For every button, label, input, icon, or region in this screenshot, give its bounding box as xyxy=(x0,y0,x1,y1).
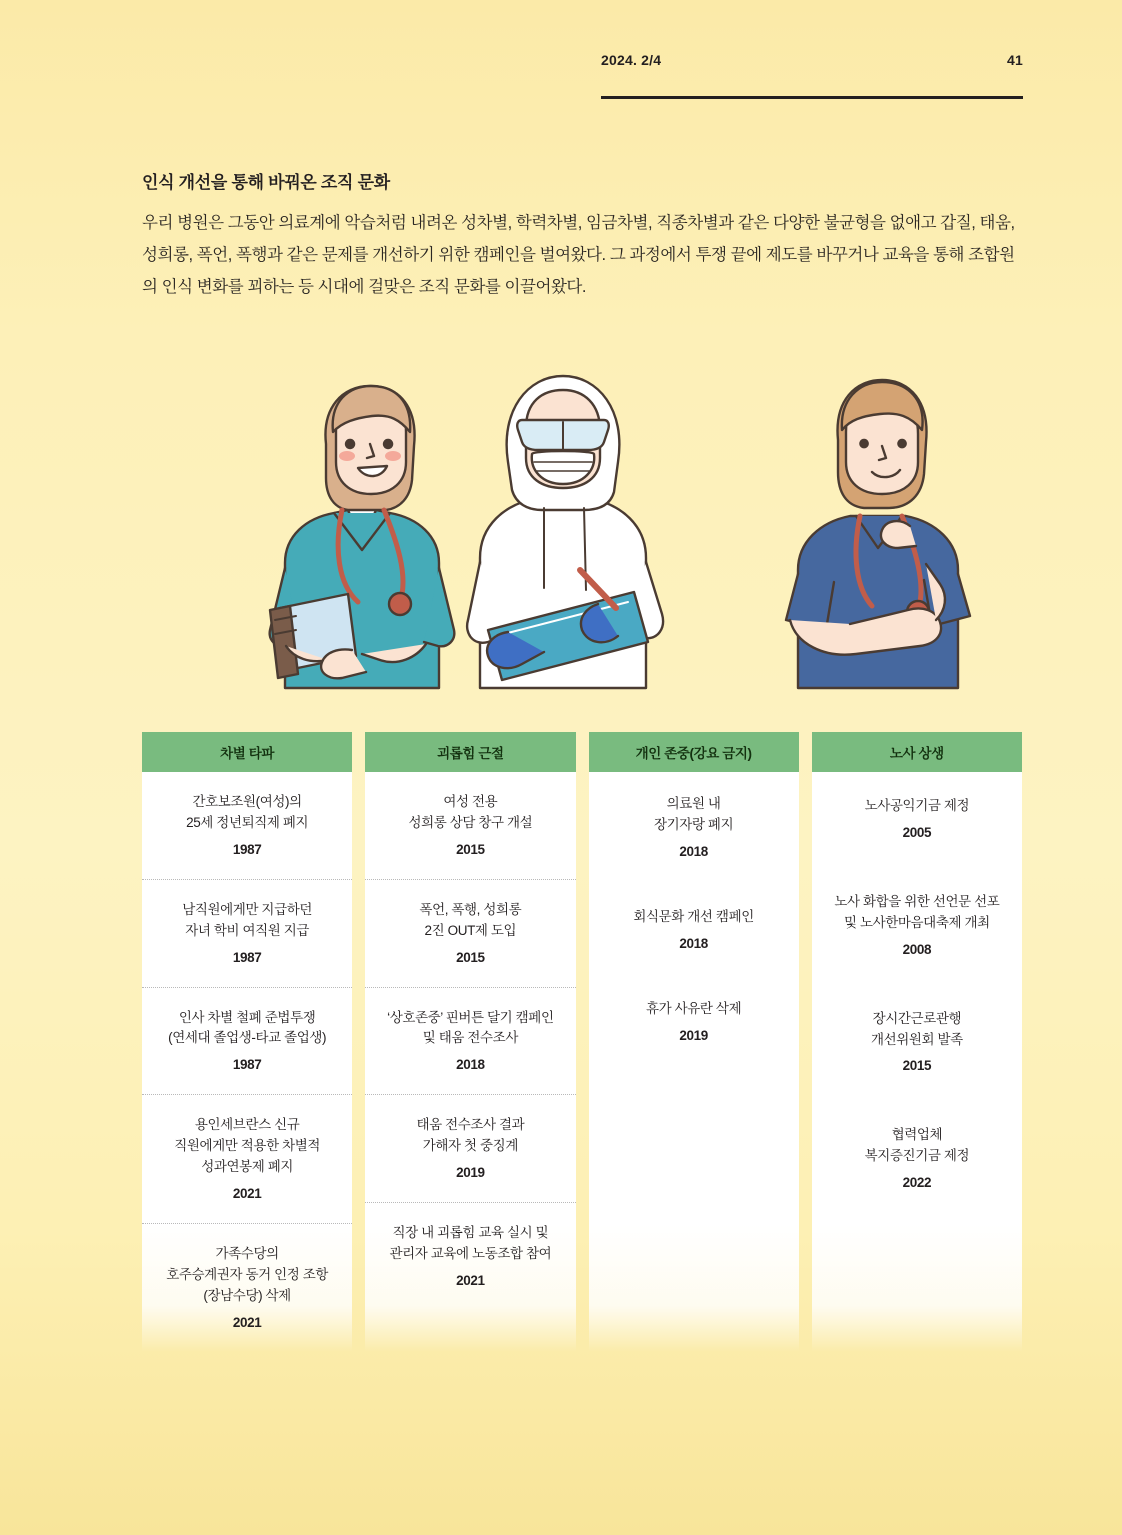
medical-staff-illustration xyxy=(230,358,990,738)
article-section xyxy=(142,168,1022,304)
cell-year: 2015 xyxy=(902,1058,932,1074)
page-number: 41 xyxy=(1007,52,1023,68)
column-header: 개인 존중(강요 금지) xyxy=(589,732,799,772)
cell-text: 회식문화 개선 캠페인 xyxy=(633,908,754,924)
cell-year: 2005 xyxy=(902,824,932,840)
cell-text: 폭언, 폭행, 성희롱 2진 OUT제 도입 xyxy=(419,901,522,938)
table-cell xyxy=(589,977,799,1069)
table-cell xyxy=(365,880,575,988)
cell-year: 2008 xyxy=(902,941,932,957)
cell-year: 2018 xyxy=(456,1057,485,1073)
cell-text: 인사 차별 철폐 준법투쟁 (연세대 졸업생-타교 졸업생) xyxy=(168,1009,327,1046)
cell-year: 2021 xyxy=(232,1314,262,1330)
cell-year: 2018 xyxy=(679,935,708,951)
table-cell xyxy=(589,772,799,885)
column-header: 차별 타파 xyxy=(142,732,352,772)
cell-text: 장시간근로관행 개선위원회 발족 xyxy=(870,1010,963,1047)
figure-doctor xyxy=(786,380,970,688)
table-cell xyxy=(142,772,352,880)
table-cell xyxy=(812,868,1022,985)
table-column-respect xyxy=(589,732,799,1352)
table-cell xyxy=(589,885,799,977)
table-cell xyxy=(365,1203,575,1310)
table-cell xyxy=(812,772,1022,868)
cell-text: 간호보조원(여성)의 25세 정년퇴직제 폐지 xyxy=(186,794,309,830)
header-divider xyxy=(601,96,1023,99)
cell-text: 의료원 내 장기자랑 폐지 xyxy=(654,796,734,832)
figure-ppe xyxy=(467,376,663,688)
cell-year: 2019 xyxy=(456,1165,485,1181)
cell-year: 1987 xyxy=(232,1057,262,1073)
table-cell xyxy=(142,880,352,988)
cell-year: 2021 xyxy=(232,1186,262,1202)
table-cell xyxy=(142,988,352,1096)
table-column-labor-management xyxy=(812,732,1022,1352)
cell-year: 1987 xyxy=(232,949,262,965)
table-cell xyxy=(365,1095,575,1203)
cell-year: 2021 xyxy=(456,1272,485,1288)
cell-text: 용인세브란스 신규 직원에게만 적용한 차별적 성과연봉제 폐지 xyxy=(174,1117,320,1175)
table-cell xyxy=(365,772,575,880)
cell-year: 2015 xyxy=(456,841,485,857)
cell-text: 협력업체 복지증진기금 제정 xyxy=(864,1127,970,1164)
cell-text: 노사공익기금 제정 xyxy=(864,798,970,813)
cell-text: 휴가 사유란 삭제 xyxy=(646,1000,742,1016)
article-body: 우리 병원은 그동안 의료계에 악습처럼 내려온 성차별, 학력차별, 임금차별, 직종차별과 같은 다양한 불균형을 없애고 갑질, 태움, 성희롱, 폭언, 폭행과 같은 문제를 개선하기 위한 캠페인을 벌여왔다. 그 과정에서 투쟁 끝에 제도를 바꾸거나 교육을 통해 조합원의 인식 변화를 꾀하는 등 시대에 걸맞은 조직 문화를 이끌어왔다. xyxy=(142,214,1015,297)
column-header: 괴롭힘 근절 xyxy=(365,732,575,772)
table-cell xyxy=(365,988,575,1096)
table-cell xyxy=(812,1101,1022,1218)
figure-nurse xyxy=(270,386,455,688)
article-title: 인식 개선을 통해 바꿔온 조직 문화 xyxy=(142,173,390,192)
cell-text: 여성 전용 성희롱 상담 창구 개설 xyxy=(408,794,533,830)
cell-text: 태움 전수조사 결과 가해자 첫 중징계 xyxy=(416,1117,525,1154)
page-header xyxy=(601,52,1023,68)
initiatives-table xyxy=(142,732,1022,1352)
table-cell xyxy=(812,985,1022,1102)
cell-year: 2022 xyxy=(902,1175,932,1191)
column-body xyxy=(365,772,575,1352)
issue-label: 2024. 2/4 xyxy=(601,52,662,68)
column-body xyxy=(812,772,1022,1352)
cell-text: ‘상호존중’ 핀버튼 달기 캠페인 및 태움 전수조사 xyxy=(387,1009,554,1046)
table-cell xyxy=(142,1224,352,1352)
table-column-harassment xyxy=(365,732,575,1352)
cell-year: 1987 xyxy=(232,841,262,857)
table-cell xyxy=(142,1095,352,1224)
cell-text: 직장 내 괴롭힘 교육 실시 및 관리자 교육에 노동조합 참여 xyxy=(389,1225,552,1261)
cell-year: 2019 xyxy=(679,1027,708,1043)
cell-text: 남직원에게만 지급하던 자녀 학비 여직원 지급 xyxy=(182,901,312,938)
cell-year: 2015 xyxy=(456,949,485,965)
column-body xyxy=(142,772,352,1352)
column-body xyxy=(589,772,799,1352)
column-header: 노사 상생 xyxy=(812,732,1022,772)
cell-year: 2018 xyxy=(679,843,708,859)
cell-text: 가족수당의 호주승계권자 동거 인정 조항 (장남수당) 삭제 xyxy=(166,1245,328,1303)
table-column-discrimination xyxy=(142,732,352,1352)
cell-text: 노사 화합을 위한 선언문 선포 및 노사한마음대축제 개최 xyxy=(834,893,1000,930)
